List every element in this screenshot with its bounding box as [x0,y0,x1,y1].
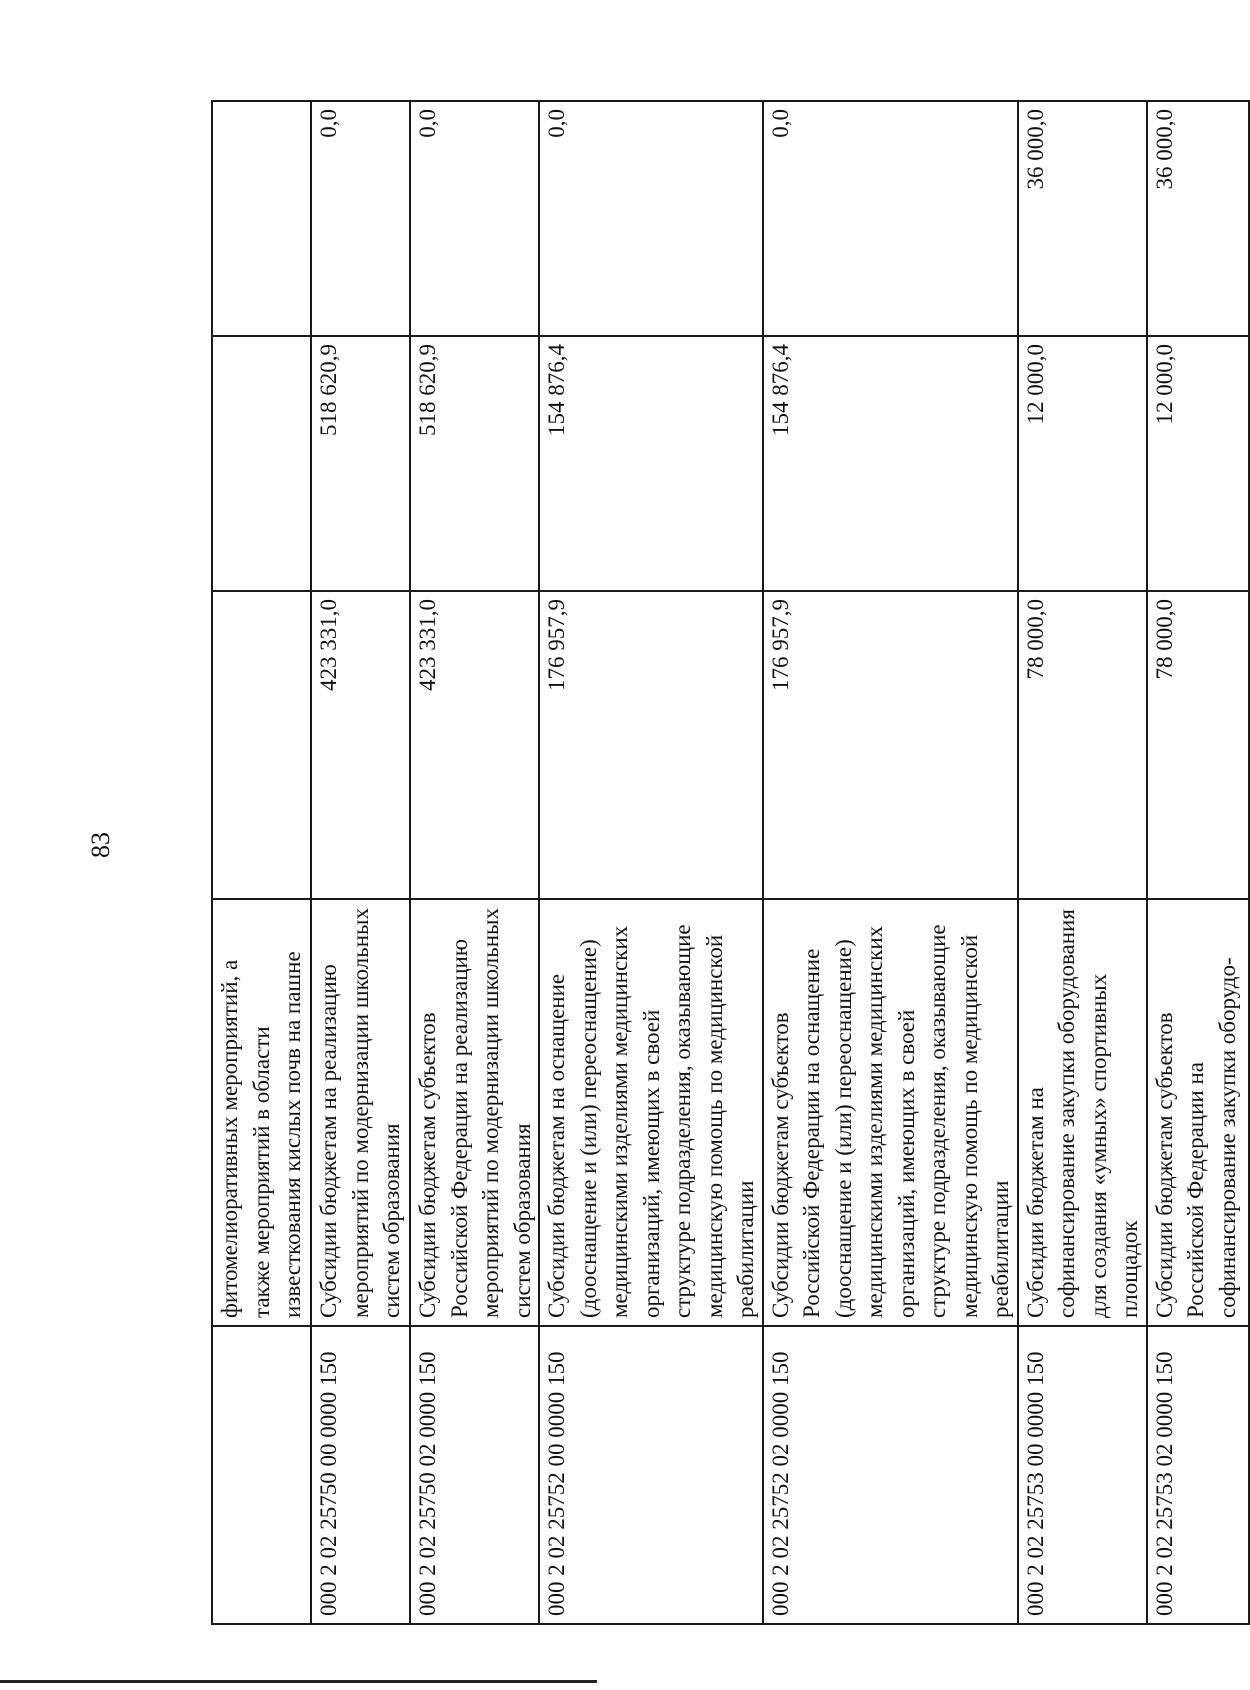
description-cell: Субсидии бюджетам на оснащение (дооснащение и (или) переоснащение) медицинскими изделиями медицинских организаций, имеющих в своей структуре подразделения, оказывающие медицинскую помощь по медицинской реабилитации [539,899,763,1326]
value-cell: 0,0 [311,101,410,336]
value-cell: 36 000,0 [1147,101,1249,336]
value-cell: 0,0 [763,101,1018,336]
table-row [410,101,539,1624]
value-cell: 518 620,9 [311,336,410,591]
budget-code-cell: 000 2 02 25753 02 0000 150 [1147,1326,1249,1624]
value-cell: 176 957,9 [539,591,763,899]
budget-code-cell: 000 2 02 25752 02 0000 150 [763,1326,1018,1624]
page-number: 83 [86,832,115,858]
value-cell [212,591,311,899]
value-cell: 12 000,0 [1147,336,1249,591]
description-cell: Субсидии бюджетам субъектов Российской Федерации на реализацию мероприятий по модернизации школьных систем образования [410,899,539,1326]
table-row [1147,101,1249,1624]
table-row [539,101,763,1624]
budget-table-container [211,102,1240,1625]
value-cell: 78 000,0 [1018,591,1147,899]
value-cell [212,101,311,336]
table-row [1018,101,1147,1624]
budget-code-cell: 000 2 02 25752 00 0000 150 [539,1326,763,1624]
value-cell: 154 876,4 [763,336,1018,591]
value-cell: 154 876,4 [539,336,763,591]
budget-code-cell: 000 2 02 25750 00 0000 150 [311,1326,410,1624]
budget-table [211,100,1250,1625]
value-cell: 36 000,0 [1018,101,1147,336]
value-cell: 12 000,0 [1018,336,1147,591]
value-cell: 78 000,0 [1147,591,1249,899]
description-cell: Субсидии бюджетам субъектов Российской Федерации на софинансирование закупки оборудо- [1147,899,1249,1326]
value-cell [212,336,311,591]
bottom-rule [0,1680,597,1683]
value-cell: 0,0 [410,101,539,336]
description-cell: Субсидии бюджетам на софинансирование закупки оборудования для создания «умных» спортивных площадок [1018,899,1147,1326]
budget-code-cell: 000 2 02 25753 00 0000 150 [1018,1326,1147,1624]
description-cell: фитомелиоративных мероприятий, а также мероприятий в области известкования кислых почв на пашне [212,899,311,1326]
value-cell: 423 331,0 [311,591,410,899]
value-cell: 0,0 [539,101,763,336]
table-row [311,101,410,1624]
table-row [212,101,311,1624]
budget-code-cell [212,1326,311,1624]
value-cell: 518 620,9 [410,336,539,591]
budget-code-cell: 000 2 02 25750 02 0000 150 [410,1326,539,1624]
table-row [763,101,1018,1624]
description-cell: Субсидии бюджетам субъектов Российской Федерации на оснащение (дооснащение и (или) переоснащение) медицинскими изделиями медицинских организаций, имеющих в своей структуре подразделения, оказывающие медицинскую помощь по медицинской реабилитации [763,899,1018,1326]
value-cell: 423 331,0 [410,591,539,899]
value-cell: 176 957,9 [763,591,1018,899]
description-cell: Субсидии бюджетам на реализацию мероприятий по модернизации школьных систем образования [311,899,410,1326]
